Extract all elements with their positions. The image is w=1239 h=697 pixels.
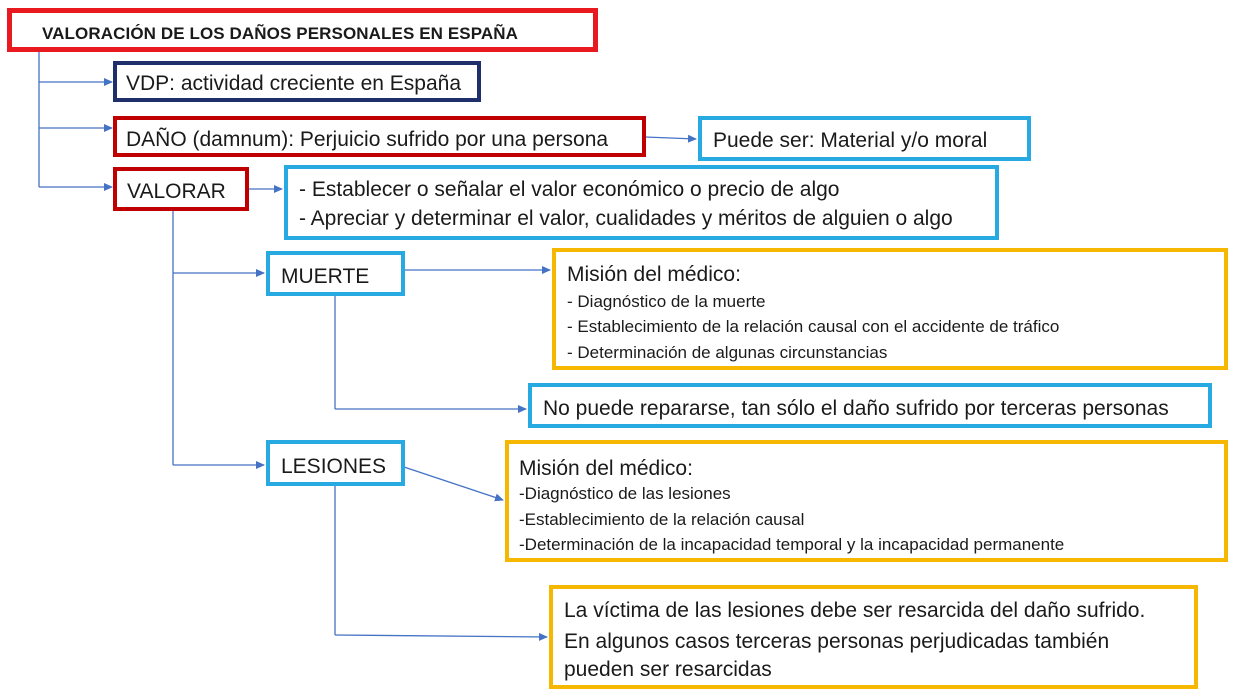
arrow-dano-note <box>645 137 696 139</box>
muerte-mision-item-1: - Diagnóstico de la muerte <box>567 292 766 311</box>
lesiones-mision-title: Misión del médico: <box>519 457 693 480</box>
vdp-box <box>113 61 481 102</box>
dano-text: DAÑO (damnum): Perjuicio sufrido por una persona <box>126 128 609 151</box>
lesiones-note-line-2: En algunos casos terceras personas perjudicadas también <box>564 630 1110 653</box>
lesiones-note-line-3: pueden ser resarcidas <box>564 658 772 681</box>
lesiones-note-box <box>549 585 1198 689</box>
muerte-mision-box <box>552 248 1228 370</box>
title-text: VALORACIÓN DE LOS DAÑOS PERSONALES EN ESPAÑA <box>42 24 519 43</box>
arrow-lesiones-mision <box>404 467 503 500</box>
vdp-text: VDP: actividad creciente en España <box>126 72 462 95</box>
muerte-mision-title: Misión del médico: <box>567 263 741 286</box>
muerte-box <box>266 251 405 296</box>
lesiones-box <box>266 440 405 486</box>
valorar-text: VALORAR <box>127 180 226 203</box>
dano-note-text: Puede ser: Material y/o moral <box>713 129 988 152</box>
lesiones-note-line-1: La víctima de las lesiones debe ser resarcida del daño sufrido. <box>564 599 1146 622</box>
lesiones-mision-item-2: -Establecimiento de la relación causal <box>519 510 805 529</box>
valorar-def-1: - Establecer o señalar el valor económico o precio de algo <box>299 178 840 201</box>
muerte-mision-item-2: - Establecimiento de la relación causal con el accidente de tráfico <box>567 317 1060 336</box>
muerte-note-box <box>528 383 1212 428</box>
muerte-mision-item-3: - Determinación de algunas circunstancias <box>567 343 888 362</box>
lesiones-mision-item-3: -Determinación de la incapacidad temporal y la incapacidad permanente <box>519 535 1065 554</box>
muerte-text: MUERTE <box>281 265 370 288</box>
lesiones-mision-box <box>505 440 1228 562</box>
lesiones-text: LESIONES <box>281 455 387 478</box>
lesiones-mision-item-1: -Diagnóstico de las lesiones <box>519 484 731 503</box>
dano-box <box>113 116 646 157</box>
arrow-lesiones-note <box>335 635 547 637</box>
valorar-def-2: - Apreciar y determinar el valor, cualidades y méritos de alguien o algo <box>299 207 953 230</box>
valorar-defs-box <box>284 165 999 240</box>
dano-note-box <box>698 116 1031 161</box>
valorar-box <box>113 167 249 211</box>
muerte-note-text: No puede repararse, tan sólo el daño sufrido por terceras personas <box>543 397 1169 420</box>
title-box <box>7 8 598 52</box>
